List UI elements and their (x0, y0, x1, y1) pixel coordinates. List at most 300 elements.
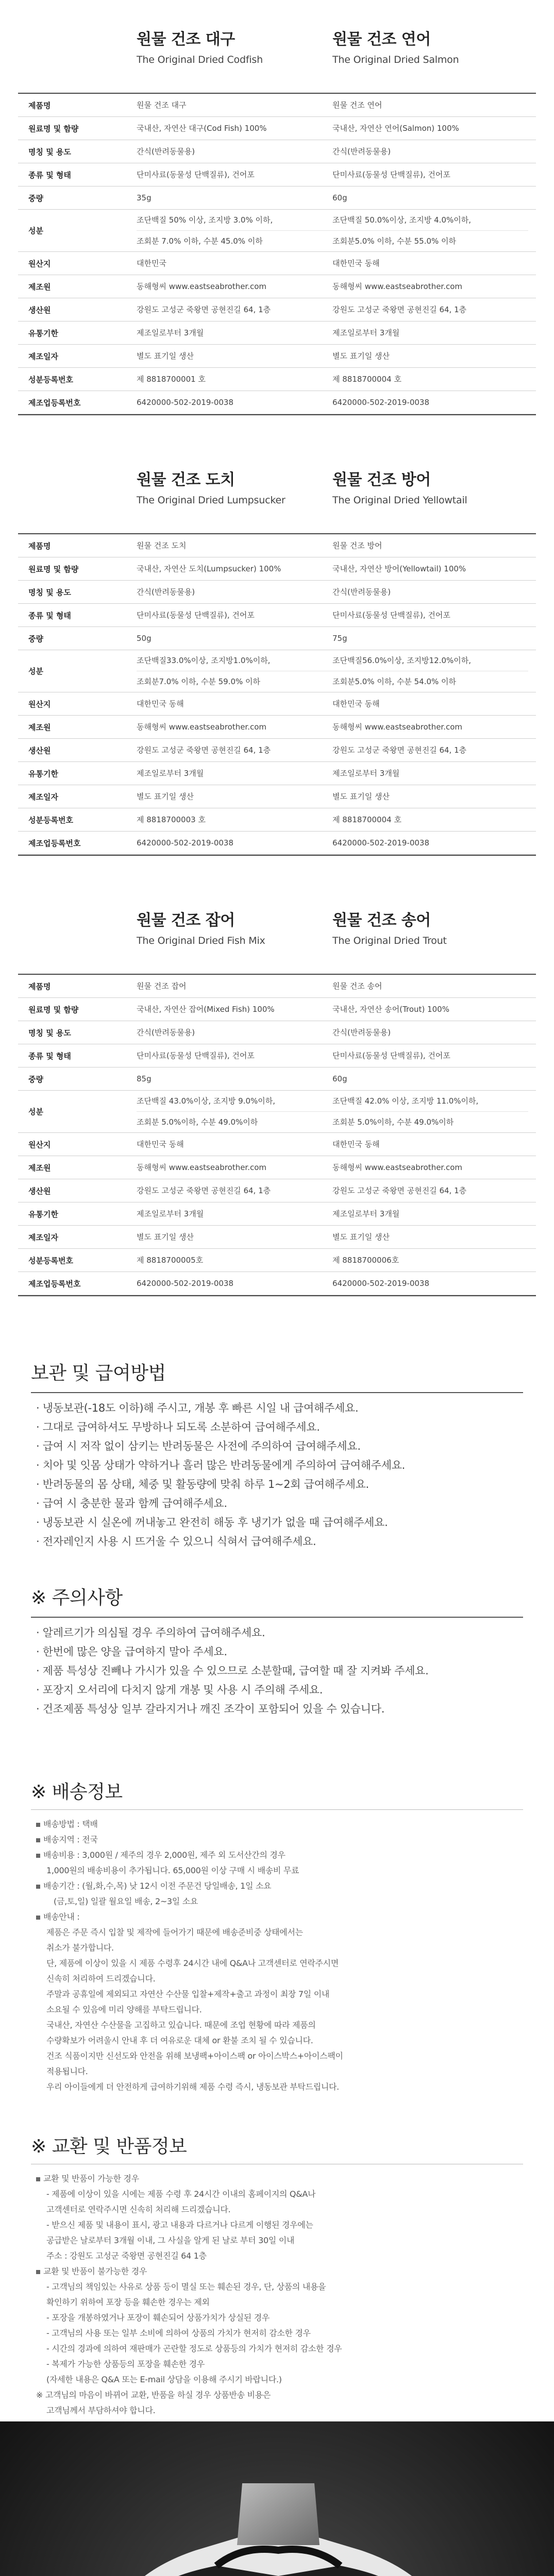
composition-line-1: 조단백질56.0%이상, 조지방12.0%이하, (332, 656, 471, 665)
row-label: 유통기한 (28, 769, 58, 778)
row-value-right (332, 1156, 528, 1179)
info-line: 취소가 불가합니다. (46, 1943, 114, 1953)
row-value-text: 75g (332, 634, 347, 643)
row-value-right (332, 94, 528, 116)
row-value-right (332, 391, 528, 414)
row-label: 제품명 (28, 541, 51, 551)
row-value-text: 85g (137, 1074, 152, 1083)
row-value-left (137, 1156, 332, 1179)
row-value-text: 35g (137, 193, 152, 202)
row-value-text: 6420000-502-2019-0038 (137, 1279, 234, 1288)
table-row (18, 975, 536, 998)
info-line-text: 배송기간 : (월,화,수,목) 낮 12시 이전 주문건 당일배송, 1일 소요 (43, 1881, 272, 1891)
row-value-text: 강원도 고성군 죽왕면 공현진길 64, 1층 (332, 745, 467, 755)
row-value-left (137, 368, 332, 391)
storage-title: 보관 및 급여방법 (31, 1363, 166, 1384)
product-section-3 (0, 881, 554, 1321)
product-title-en: The Original Dried Salmon (332, 54, 459, 65)
row-value-text: 원물 건조 도치 (137, 541, 187, 550)
row-value-text: 간식(반려동물용) (137, 147, 195, 156)
info-line: 신속히 처리하여 드리겠습니다. (46, 1974, 156, 1984)
row-value-text: 별도 표기일 생산 (137, 792, 194, 801)
shipping-title-rule (31, 1809, 523, 1810)
caution-section (0, 1558, 554, 1752)
row-value-text: 강원도 고성군 죽왕면 공현진길 64, 1층 (137, 305, 271, 314)
table-row (18, 1156, 536, 1179)
composition-line-2: 조회분 7.0% 이하, 수분 45.0% 이하 (137, 230, 332, 251)
row-value-text: 단미사료(동물성 단백질류), 건어포 (137, 611, 255, 620)
storage-section (0, 1321, 554, 1558)
row-value-right (332, 739, 528, 761)
table-row (18, 391, 536, 414)
row-value-right (332, 1021, 528, 1044)
composition-line-1: 조단백질 50.0%이상, 조지방 4.0%이하, (332, 215, 471, 225)
row-label: 원료명 및 함량 (28, 124, 79, 133)
row-value-right (332, 187, 528, 209)
table-row (18, 762, 536, 785)
row-value-left (137, 1091, 332, 1132)
row-value-left (137, 252, 332, 275)
table-row (18, 1179, 536, 1202)
info-line: 주말과 공휴일에 제외되고 자연산 수산물 입찰+제작+출고 과정이 최장 7일 이내 (46, 1989, 330, 1999)
row-value-right (332, 345, 528, 367)
row-value-right (332, 762, 528, 785)
row-value-text: 별도 표기일 생산 (332, 1232, 390, 1242)
list-item: · 제품 특성상 진빼나 가시가 있을 수 있으므로 소분할때, 급여할 때 잘 지켜봐 주세요. (36, 1665, 429, 1677)
row-value-right (332, 140, 528, 163)
row-label: 제조원 (28, 1163, 51, 1173)
row-value-right (332, 1091, 528, 1132)
list-item: · 전자레인지 사용 시 뜨거울 수 있으니 식혀서 급여해주세요. (36, 1535, 316, 1548)
brand-photo (0, 2421, 554, 2576)
row-label: 성분등록번호 (28, 375, 73, 384)
table-row (18, 1067, 536, 1091)
row-value-text: 국내산, 자연산 송어(Trout) 100% (332, 1005, 449, 1014)
row-value-text: 국내산, 자연산 잡어(Mixed Fish) 100% (137, 1005, 275, 1014)
row-value-text: 간식(반려동물용) (332, 147, 391, 156)
row-value-left (137, 716, 332, 738)
info-line: - 고객님의 사용 또는 일부 소비에 의하여 상품의 가치가 현저히 감소한 경우 (46, 2328, 311, 2338)
row-value-right (332, 1067, 528, 1090)
row-value-right (332, 998, 528, 1021)
row-value-left (137, 808, 332, 831)
row-value-right (332, 1133, 528, 1156)
exchange-list (36, 2171, 521, 2418)
row-label: 생산원 (28, 745, 51, 755)
row-value-text: 별도 표기일 생산 (332, 351, 390, 361)
row-value-text: 동해형씨 www.eastseabrother.com (137, 722, 267, 732)
table-row (18, 692, 536, 716)
info-line: 1,000원의 배송비용이 추가됩니다. 65,000원 이상 구매 시 배송비 무료 (46, 1866, 299, 1875)
row-value-text: 국내산, 자연산 연어(Salmon) 100% (332, 124, 459, 133)
table-row (18, 739, 536, 762)
row-label: 제조업등록번호 (28, 398, 81, 408)
table-row (18, 298, 536, 321)
product-title-left (137, 911, 332, 948)
row-value-right (332, 785, 528, 808)
table-row (18, 581, 536, 604)
row-value-right (332, 1226, 528, 1248)
product-title-en: The Original Dried Lumpsucker (137, 495, 286, 506)
row-value-text: 6420000-502-2019-0038 (332, 398, 430, 407)
info-line: 적용됩니다. (46, 2066, 88, 2076)
table-row (18, 832, 536, 855)
table-row (18, 604, 536, 627)
table-row (18, 163, 536, 187)
row-value-text: 제조일로부터 3개월 (137, 769, 204, 778)
row-label: 원산지 (28, 1140, 51, 1149)
info-line-text: 교환 및 반품이 가능한 경우 (43, 2174, 139, 2183)
info-line: 공급받은 날로부터 3개월 이내, 그 사실을 알게 된 날로 부터 30일 이내 (46, 2235, 295, 2245)
row-value-left (137, 604, 332, 626)
row-value-text: 별도 표기일 생산 (332, 792, 390, 801)
row-value-text: 간식(반려동물용) (332, 1028, 391, 1037)
row-value-right (332, 832, 528, 854)
row-value-left (137, 117, 332, 140)
list-item: · 그대로 급여하셔도 무방하나 되도록 소분하여 급여해주세요. (36, 1421, 320, 1433)
composition-line-1: 조단백질 42.0% 이상, 조지방 11.0%이하, (332, 1096, 479, 1106)
product-title-right (332, 470, 528, 507)
row-value-left (137, 557, 332, 580)
table-row (18, 345, 536, 368)
row-value-left (137, 1226, 332, 1248)
row-label: 유통기한 (28, 328, 58, 338)
product-title-left (137, 470, 332, 507)
info-line: (자세한 내용은 Q&A 또는 E-mail 상담을 이용해 주시기 바랍니다.) (46, 2375, 282, 2384)
row-value-right (332, 716, 528, 738)
caution-title-rule (31, 1617, 523, 1618)
row-value-right (332, 1179, 528, 1202)
row-label: 종류 및 형태 (28, 611, 71, 620)
row-value-left (137, 1044, 332, 1067)
row-value-left (137, 998, 332, 1021)
composition-line-2: 조회분5.0% 이하, 수분 54.0% 이하 (332, 671, 528, 692)
row-value-left (137, 975, 332, 997)
row-value-text: 대한민국 (137, 259, 166, 268)
product-titles (137, 470, 528, 522)
list-item: · 한번에 많은 양을 급여하지 말아 주세요. (36, 1646, 227, 1658)
row-value-right (332, 650, 528, 692)
square-bullet-icon (36, 2270, 40, 2274)
row-value-left (137, 650, 332, 692)
list-item: · 급여 시 충분한 물과 함께 급여해주세요. (36, 1497, 227, 1510)
info-line-text: 배송비용 : 3,000원 / 제주의 경우 2,000원, 제주 외 도서산간의 경우 (43, 1850, 286, 1860)
info-line-text: 배송지역 : 전국 (43, 1835, 98, 1844)
info-line (36, 1848, 521, 1863)
square-bullet-icon (36, 1885, 40, 1889)
composition-line-1: 조단백질 43.0%이상, 조지방 9.0%이하, (137, 1096, 275, 1106)
row-value-text: 동해형씨 www.eastseabrother.com (332, 722, 463, 732)
row-value-text: 국내산, 자연산 방어(Yellowtail) 100% (332, 564, 466, 573)
info-line: 제품은 주문 즉시 입찰 및 제작에 들어가기 때문에 배송준비중 상태에서는 (46, 1927, 303, 1937)
row-value-text: 단미사료(동물성 단백질류), 건어포 (137, 1051, 255, 1060)
row-label: 원산지 (28, 699, 51, 709)
list-item: · 건조제품 특성상 일부 갈라지거나 깨진 조각이 포함되어 있을 수 있습니다. (36, 1703, 385, 1715)
row-value-text: 제조일로부터 3개월 (332, 328, 400, 337)
shipping-list (36, 1817, 521, 2095)
row-value-text: 원물 건조 방어 (332, 541, 382, 550)
row-value-left (137, 391, 332, 414)
info-line: - 받으신 제품 및 내용이 표시, 광고 내용과 다르거나 다르게 이행된 경우에는 (46, 2220, 313, 2230)
row-label: 중량 (28, 1074, 43, 1084)
row-value-left (137, 94, 332, 116)
product-title-ko: 원물 건조 잡어 (137, 911, 235, 929)
list-item: · 반려동물의 몸 상태, 체중 및 활동량에 맞춰 하루 1~2회 급여해주세요. (36, 1478, 369, 1490)
row-label: 생산원 (28, 305, 51, 315)
product-title-ko: 원물 건조 도치 (137, 471, 235, 489)
row-value-text: 제 8818700005호 (137, 1256, 204, 1265)
table-row (18, 808, 536, 832)
composition-line-2: 조회분 5.0%이하, 수분 49.0%이하 (332, 1111, 528, 1132)
row-label: 성분 (28, 1107, 43, 1116)
list-item: · 치아 및 잇몸 상태가 약하거나 흘러 많은 반려동물에게 주의하여 급여해주세요. (36, 1459, 406, 1471)
list-item: · 포장지 오서리에 다치지 않게 개봉 및 사용 시 주의해 주세요. (36, 1684, 323, 1696)
row-value-text: 50g (137, 634, 152, 643)
info-line: 소요될 수 있음에 미리 양해를 부탁드립니다. (46, 2005, 202, 2014)
row-value-left (137, 140, 332, 163)
square-bullet-icon (36, 2177, 40, 2181)
row-value-text: 60g (332, 1074, 347, 1083)
row-value-left (137, 739, 332, 761)
row-value-right (332, 321, 528, 344)
info-line: (금,토,일) 일괄 월요일 배송, 2~3일 소요 (54, 1896, 198, 1906)
row-label: 제조일자 (28, 1232, 58, 1242)
row-value-text: 60g (332, 193, 347, 202)
product-info-table (18, 533, 536, 856)
row-label: 명칭 및 용도 (28, 147, 71, 157)
row-value-left (137, 321, 332, 344)
row-value-text: 강원도 고성군 죽왕면 공현진길 64, 1층 (137, 745, 271, 755)
row-label: 중량 (28, 634, 43, 643)
info-line: 확인하기 위하여 포장 등을 훼손한 경우는 제외 (46, 2297, 210, 2307)
table-row (18, 1021, 536, 1044)
product-title-en: The Original Dried Trout (332, 935, 447, 946)
row-label: 제조원 (28, 282, 51, 292)
row-value-right (332, 368, 528, 391)
row-label: 성분 (28, 226, 43, 235)
composition-line-2: 조회분 5.0%이하, 수분 49.0%이하 (137, 1111, 332, 1132)
row-value-left (137, 210, 332, 251)
info-line: ※ 고객님의 마음이 바뀌어 교환, 반품을 하실 경우 상품반송 비용은 (36, 2390, 271, 2400)
row-label: 생산원 (28, 1186, 51, 1196)
row-value-left (137, 581, 332, 603)
info-line: 고객센터로 연락주시면 신속히 처리해 드리겠습니다. (46, 2205, 231, 2214)
composition-line-1: 조단백질 50% 이상, 조지방 3.0% 이하, (137, 215, 273, 225)
row-value-right (332, 1272, 528, 1295)
storage-list (36, 1399, 521, 1551)
row-value-text: 원물 건조 송어 (332, 981, 382, 991)
row-label: 제조업등록번호 (28, 838, 81, 848)
table-row (18, 785, 536, 808)
row-value-text: 동해형씨 www.eastseabrother.com (332, 1163, 463, 1172)
row-label: 성분등록번호 (28, 815, 73, 825)
row-value-text: 간식(반려동물용) (332, 587, 391, 597)
exchange-section (0, 2112, 554, 2421)
row-label: 제조일자 (28, 351, 58, 361)
row-value-text: 원물 건조 연어 (332, 100, 382, 110)
row-value-text: 6420000-502-2019-0038 (137, 838, 234, 848)
row-value-text: 단미사료(동물성 단백질류), 건어포 (137, 170, 255, 179)
row-label: 종류 및 형태 (28, 170, 71, 180)
product-title-en: The Original Dried Codfish (137, 54, 263, 65)
row-value-left (137, 1021, 332, 1044)
row-value-right (332, 557, 528, 580)
table-row (18, 716, 536, 739)
info-line: 고객님께서 부담하셔야 합니다. (46, 2405, 156, 2415)
table-row (18, 557, 536, 581)
table-row (18, 210, 536, 252)
row-value-text: 강원도 고성군 죽왕면 공현진길 64, 1층 (332, 1186, 467, 1195)
brand-photo-section (0, 2421, 554, 2576)
row-value-left (137, 1067, 332, 1090)
table-row (18, 998, 536, 1021)
row-label: 종류 및 형태 (28, 1051, 71, 1061)
product-title-right (332, 911, 528, 948)
product-title-ko: 원물 건조 방어 (332, 471, 431, 489)
row-value-left (137, 1133, 332, 1156)
table-row (18, 1249, 536, 1272)
row-value-text: 대한민국 동해 (332, 259, 380, 268)
info-line-text: 배송안내 : (43, 1912, 80, 1922)
row-value-text: 제조일로부터 3개월 (332, 1209, 400, 1218)
product-title-en: The Original Dried Yellowtail (332, 495, 467, 506)
row-value-text: 대한민국 동해 (137, 1140, 184, 1149)
row-value-text: 동해형씨 www.eastseabrother.com (137, 282, 267, 291)
row-value-right (332, 1202, 528, 1225)
row-label: 원료명 및 함량 (28, 1005, 79, 1014)
info-line: 국내산, 자연산 수산물을 고집하고 있습니다. 때문에 조업 현황에 따라 제품의 (46, 2020, 316, 2030)
product-title-left (137, 30, 332, 67)
row-value-left (137, 832, 332, 854)
row-value-right (332, 627, 528, 650)
row-value-text: 강원도 고성군 죽왕면 공현진길 64, 1층 (137, 1186, 271, 1195)
info-line (36, 1878, 521, 1894)
row-label: 제조일자 (28, 792, 58, 802)
row-value-text: 대한민국 동해 (137, 699, 184, 708)
square-bullet-icon (36, 1823, 40, 1827)
composition-line-2: 조회분5.0% 이하, 수분 55.0% 이하 (332, 230, 528, 251)
row-value-right (332, 692, 528, 715)
row-value-text: 제 8818700001 호 (137, 375, 206, 384)
list-item: · 알레르기가 의심될 경우 주의하여 급여해주세요. (36, 1626, 265, 1639)
table-row (18, 1226, 536, 1249)
row-value-text: 제 8818700004 호 (332, 815, 401, 824)
storage-title-rule (31, 1392, 523, 1393)
list-item: · 급여 시 저작 없이 삼키는 반려동물은 사전에 주의하여 급여해주세요. (36, 1440, 361, 1452)
row-label: 제품명 (28, 981, 51, 991)
table-row (18, 368, 536, 391)
info-line-text: 배송방법 : 택배 (43, 1819, 98, 1829)
info-line: 단, 제품에 이상이 있을 시 제품 수령후 24시간 내에 Q&A나 고객센터로 연락주시면 (46, 1958, 339, 1968)
table-row (18, 187, 536, 210)
row-value-text: 별도 표기일 생산 (137, 1232, 194, 1242)
table-row (18, 650, 536, 692)
list-item: · 냉동보관(-18도 이하)해 주시고, 개봉 후 빠른 시일 내 급여해주세요. (36, 1402, 359, 1414)
row-label: 제품명 (28, 100, 51, 110)
list-item: · 냉동보관 시 실온에 꺼내놓고 완전히 해동 후 냉기가 없을 때 급여해주세요. (36, 1516, 388, 1529)
row-value-left (137, 1249, 332, 1272)
table-row (18, 275, 536, 298)
row-label: 원산지 (28, 259, 51, 268)
row-value-right (332, 1044, 528, 1067)
table-row (18, 1133, 536, 1156)
table-row (18, 252, 536, 275)
row-value-left (137, 187, 332, 209)
info-line-text: 교환 및 반품이 불가능한 경우 (43, 2266, 147, 2276)
row-value-right (332, 975, 528, 997)
row-value-right (332, 163, 528, 186)
row-value-text: 제 8818700004 호 (332, 375, 401, 384)
row-value-text: 동해형씨 www.eastseabrother.com (332, 282, 463, 291)
table-row (18, 1272, 536, 1295)
row-label: 중량 (28, 193, 43, 203)
row-value-right (332, 604, 528, 626)
row-value-text: 제 8818700006호 (332, 1256, 399, 1265)
row-value-text: 원물 건조 대구 (137, 100, 187, 110)
row-value-right (332, 210, 528, 251)
row-value-left (137, 534, 332, 557)
row-value-left (137, 1179, 332, 1202)
row-value-text: 대한민국 동해 (332, 1140, 380, 1149)
row-value-text: 제조일로부터 3개월 (137, 1209, 204, 1218)
composition-line-2: 조회분7.0% 이하, 수분 59.0% 이하 (137, 671, 332, 692)
row-value-text: 단미사료(동물성 단백질류), 건어포 (332, 1051, 450, 1060)
row-value-left (137, 275, 332, 298)
row-value-text: 6420000-502-2019-0038 (332, 838, 430, 848)
product-section-1 (0, 0, 554, 440)
product-section-2 (0, 440, 554, 881)
product-title-ko: 원물 건조 대구 (137, 30, 235, 48)
row-value-left (137, 692, 332, 715)
row-label: 성분등록번호 (28, 1256, 73, 1265)
caution-title: ※ 주의사항 (31, 1587, 123, 1608)
row-value-text: 제조일로부터 3개월 (137, 328, 204, 337)
product-title-ko: 원물 건조 송어 (332, 911, 431, 929)
product-info-table (18, 974, 536, 1296)
row-value-text: 원물 건조 잡어 (137, 981, 187, 991)
table-row (18, 140, 536, 163)
row-value-right (332, 534, 528, 557)
row-value-text: 단미사료(동물성 단백질류), 건어포 (332, 170, 450, 179)
row-value-text: 별도 표기일 생산 (137, 351, 194, 361)
row-value-text: 국내산, 자연산 대구(Cod Fish) 100% (137, 124, 267, 133)
row-value-text: 제조일로부터 3개월 (332, 769, 400, 778)
table-row (18, 117, 536, 140)
composition-line-1: 조단백질33.0%이상, 조지방1.0%이하, (137, 656, 271, 665)
row-value-text: 동해형씨 www.eastseabrother.com (137, 1163, 267, 1172)
square-bullet-icon (36, 1854, 40, 1858)
row-value-left (137, 627, 332, 650)
table-row (18, 94, 536, 117)
row-value-text: 6420000-502-2019-0038 (137, 398, 234, 407)
table-row (18, 1202, 536, 1226)
info-line: - 고객님의 책임있는 사유로 상품 등이 멸실 또는 훼손된 경우, 단, 상품의 내용을 (46, 2282, 326, 2292)
info-line (36, 2171, 521, 2187)
info-line: - 복제가 가능한 상품등의 포장을 훼손한 경우 (46, 2359, 205, 2369)
square-bullet-icon (36, 1916, 40, 1920)
row-value-right (332, 298, 528, 321)
row-value-right (332, 1249, 528, 1272)
row-value-text: 단미사료(동물성 단백질류), 건어포 (332, 611, 450, 620)
row-value-left (137, 298, 332, 321)
row-label: 유통기한 (28, 1209, 58, 1219)
product-info-table (18, 93, 536, 415)
info-line (36, 1817, 521, 1832)
row-label: 명칭 및 용도 (28, 1028, 71, 1038)
row-value-left (137, 785, 332, 808)
product-title-right (332, 30, 528, 67)
table-row (18, 627, 536, 650)
